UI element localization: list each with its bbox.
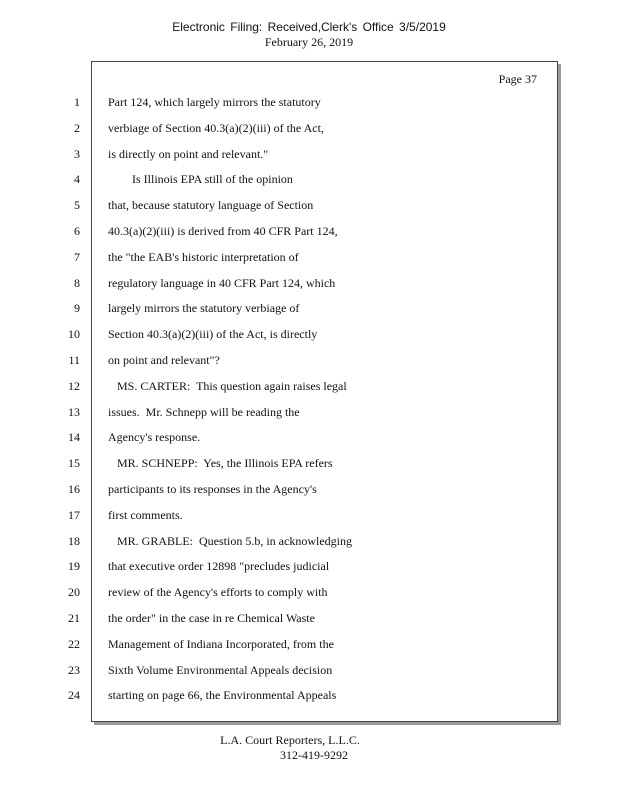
line-text: Management of Indiana Incorporated, from the [108,636,334,651]
line-text: first comments. [108,507,183,522]
line-number: 9 [74,301,80,316]
transcript-line [0,221,618,241]
line-number: 10 [68,327,80,342]
line-number: 16 [68,482,80,496]
line-text: MR. SCHNEPP: Yes, the Illinois EPA refers [108,456,333,471]
line-number: 14 [68,430,80,445]
transcript-line [0,608,618,628]
line-number: 18 [68,533,80,548]
transcript-line [0,247,618,267]
transcript-line [0,453,618,473]
line-number: 7 [74,249,80,264]
transcript-line [0,479,618,499]
line-text: MR. GRABLE: Question 5.b, in acknowledging [108,533,352,548]
line-text: starting on page 66, the Environmental Appeals [108,688,337,703]
line-text: that executive order 12898 "precludes judicial [108,559,330,574]
line-text: 40.3(a)(2)(iii) is derived from 40 CFR Part 124, [108,224,338,238]
transcript-date: February 26, 2019 [264,35,354,49]
filing-stamp: Electronic Filing: Received,Clerk's Office 3/5/2019 [172,20,446,34]
transcript-line [0,505,618,525]
line-text: that, because statutory language of Section [108,198,314,213]
transcript-line [0,324,618,344]
line-text: regulatory language in 40 CFR Part 124, which [108,275,336,290]
line-number: 23 [68,662,80,677]
line-text: Is Illinois EPA still of the opinion [108,172,293,187]
line-text: Agency's response. [108,430,201,445]
line-text: the order" in the case in re Chemical Waste [108,611,315,625]
page-number: Page 37 [498,72,537,86]
transcript-line [0,531,618,551]
line-text: review of the Agency's efforts to comply with [108,585,328,600]
transcript-line [0,350,618,370]
line-number: 19 [68,559,80,574]
transcript-line [0,634,618,654]
line-text: on point and relevant"? [108,353,220,367]
line-number: 17 [68,507,80,522]
transcript-line [0,685,618,705]
line-number: 15 [68,456,80,471]
transcript-line [0,195,618,215]
court-reporter-name: L.A. Court Reporters, L.L.C. [220,733,360,747]
line-number: 3 [74,146,80,161]
transcript-line [0,427,618,447]
transcript-line [0,118,618,138]
transcript-line [0,660,618,680]
line-number: 1 [74,95,80,109]
line-number: 5 [74,198,80,213]
line-text: issues. Mr. Schnepp will be reading the [108,404,300,419]
line-number: 12 [68,378,80,393]
transcript-line [0,376,618,396]
line-number: 2 [74,120,80,135]
line-text: MS. CARTER: This question again raises legal [108,378,347,393]
transcript-line [0,298,618,318]
line-number: 13 [68,404,80,419]
transcript-line [0,169,618,189]
court-reporter-phone: 312-419-9292 [280,748,348,762]
line-text: the "the EAB's historic interpretation of [108,249,299,264]
line-number: 4 [74,172,80,187]
transcript-line [0,273,618,293]
line-number: 24 [68,688,80,703]
line-number: 22 [68,636,80,651]
line-number: 11 [68,353,80,367]
line-text: Section 40.3(a)(2)(iii) of the Act, is directly [108,327,318,342]
transcript-line [0,556,618,576]
line-number: 6 [74,224,80,238]
line-number: 21 [68,611,80,625]
line-number: 20 [68,585,80,600]
line-text: largely mirrors the statutory verbiage of [108,301,300,316]
line-number: 8 [74,275,80,290]
line-text: participants to its responses in the Agency's [108,482,317,496]
transcript-line [0,92,618,112]
line-text: verbiage of Section 40.3(a)(2)(iii) of the Act, [108,120,324,135]
line-text: Sixth Volume Environmental Appeals decision [108,662,333,677]
transcript-line [0,402,618,422]
transcript-line [0,144,618,164]
line-text: Part 124, which largely mirrors the statutory [108,95,321,109]
line-text: is directly on point and relevant." [108,146,269,161]
transcript-line [0,582,618,602]
